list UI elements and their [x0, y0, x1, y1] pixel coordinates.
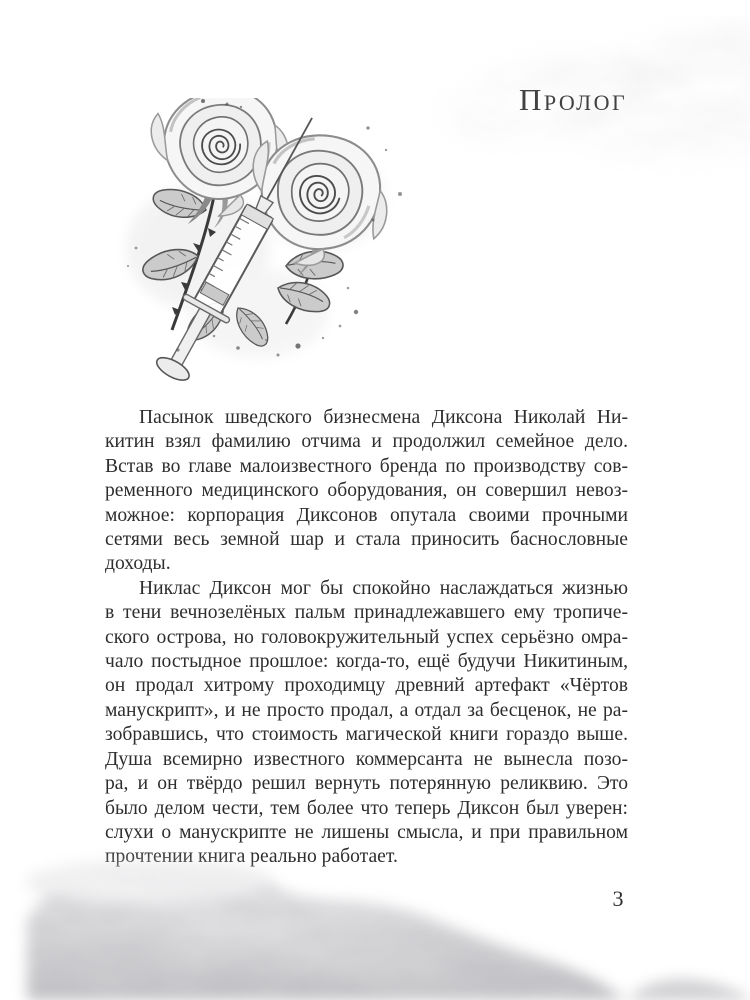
text-line: китин взял фамилию отчима и продолжил семейное дело.	[105, 431, 628, 453]
text-line: манускрипт», и не просто продал, а отдал за бесценок, не ра-	[105, 699, 628, 721]
text-line: ременного медицинского оборудования, он совершил невоз-	[105, 480, 628, 502]
text-line: Никлас Диксон мог бы спокойно наслаждаться жизнью	[139, 577, 628, 599]
smoke-texture-bottom	[0, 848, 750, 1000]
text-line: было делом чести, тем более что теперь Диксон был уверен:	[105, 797, 628, 819]
text-line: чало постыдное прошлое: когда-то, ещё будучи Никитиным,	[105, 651, 628, 673]
paragraph	[105, 406, 628, 577]
paragraph	[105, 577, 628, 870]
text-line: ра, и он твёрдо решил вернуть потерянную реликвию. Это	[105, 773, 628, 795]
text-line: Душа всемирно известного коммерсанта не вынесла позо-	[105, 748, 628, 770]
text-line: доходы.	[105, 553, 171, 575]
text-line: можное: корпорация Диксонов опутала своими прочными	[105, 504, 628, 526]
text-line: ского острова, но головокружительный успех серьёзно омра-	[105, 626, 628, 648]
text-line: сетями весь земной шар и стала приносить баснословные	[105, 529, 628, 551]
text-line: Пасынок шведского бизнесмена Диксона Николай Ни-	[139, 407, 628, 428]
text-line: слухи о манускрипте не лишены смысла, и при правильном	[105, 821, 628, 843]
text-line: в тени вечнозелёных пальм принадлежавшего ему тропиче-	[105, 602, 628, 624]
text-line: зобравшись, что стоимость магической книги гораздо выше.	[105, 724, 628, 746]
body-text	[105, 406, 628, 870]
text-line: Встав во главе малоизвестного бренда по производству сов-	[105, 455, 628, 477]
chapter-title: Пролог	[519, 82, 628, 117]
roses-and-syringe-illustration	[118, 98, 418, 398]
text-line: он продал хитрому проходимцу древний артефакт «Чёртов	[105, 675, 628, 697]
